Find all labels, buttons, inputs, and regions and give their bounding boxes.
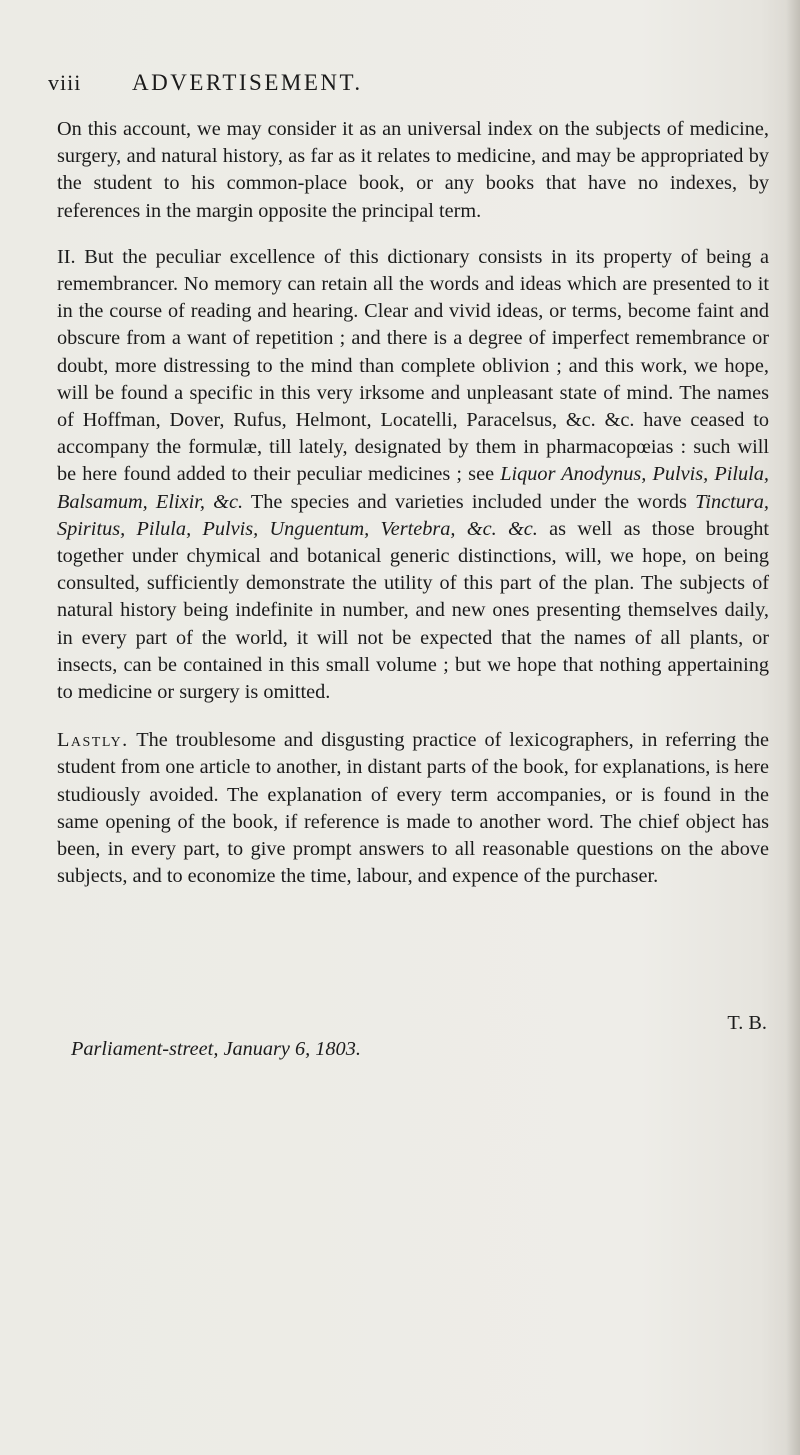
page-header <box>48 70 768 100</box>
signature-block <box>57 1012 769 1068</box>
paragraph-3 <box>57 727 769 890</box>
page-number: viii <box>48 70 82 95</box>
paragraph-2-start: II. But the peculiar excellence of this dictionary consists in its property of being a remembrancer. No memory can retain all the words and ideas which are presented to it in the course of reading and hearing. Clear and vivid ideas, or terms, become faint and obscure from a want of repetition ; and there is a degree of imperfect remembrance or doubt, more distressing to the mind than complete oblivion ; and this work, we hope, will be found a specific in this very irksome and unpleasant state of mind. The names of Hoffman, Dover, Rufus, Helmont, Locatelli, Paracelsus, &c. &c. have ceased to accompany the formulæ, till lately, designated by them in pharmacopœias : such will be here found added to their peculiar medicines ; see <box>57 245 769 486</box>
page-edge-shadow <box>786 0 800 1455</box>
paragraph-3-lead: Lastly. <box>57 729 129 752</box>
paragraph-2-italic-2: Tinctura, Spiritus, Pilula, Pulvis, Unguentum, Vertebra, &c. &c. <box>57 490 769 540</box>
paragraph-2-end: as well as those brought together under chymical and botanical generic distinctions, will, we hope, on being consulted, sufficiently demonstrate the utility of this part of the plan. The subjects of natural history being indefinite in number, and new ones presenting themselves daily, in every part of the world, it will not be expected that the names of all plants, or insects, can be contained in this small volume ; but we hope that nothing appertaining to medicine or surgery is omitted. <box>57 517 770 704</box>
paragraph-3-rest: The troublesome and disgusting practice of lexicographers, in referring the student from one article to another, in distant parts of the book, for explanations, is here studiously avoided. The explanation of every term accompanies, or is found in the same opening of the book, if reference is made to another word. The chief object has been, in every part, to give prompt answers to all reasonable questions on the above subjects, and to economize the time, labour, and expence of the purchaser. <box>57 729 769 888</box>
dateline: Parliament-street, January 6, 1803. <box>71 1038 361 1060</box>
paragraph-2-italic-1: Liquor Anodynus, Pulvis, Pilula, Balsamum, Elixir, &c. <box>57 463 769 513</box>
paragraph-1: On this account, we may consider it as an universal index on the subjects of medicine, surgery, and natural history, as far as it relates to medicine, and may be appropriated by the student to his common-place book, or any books that have no indexes, by references in the margin opposite the principal term. <box>57 118 769 222</box>
paragraph-2 <box>57 244 769 706</box>
author-initials: T. B. <box>727 1012 767 1034</box>
body-text <box>57 116 769 890</box>
paragraph-2-mid: The species and varieties included under the words <box>243 490 696 513</box>
running-title: ADVERTISEMENT. <box>132 70 363 95</box>
